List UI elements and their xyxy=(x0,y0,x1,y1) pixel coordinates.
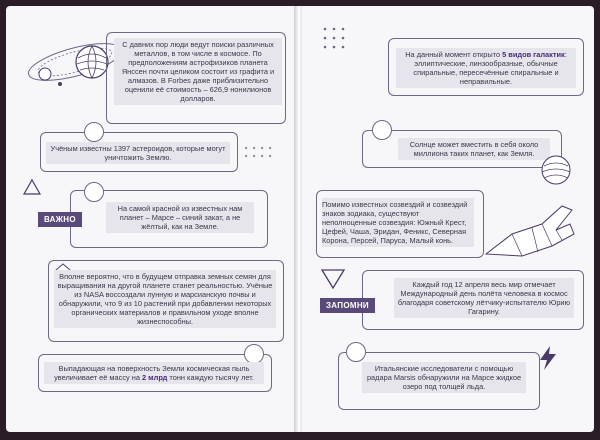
hand-wireframe-icon xyxy=(482,194,578,264)
rfact4-text: Каждый год 12 апреля весь мир отмечает Международный день полёта человека в космос благодаря советскому лётчику-испытателю Юрию Гагарину. xyxy=(397,280,571,316)
remember-label: ЗАПОМНИ xyxy=(320,298,375,313)
planet-sketch-icon xyxy=(538,152,574,188)
fact1-box xyxy=(114,38,282,105)
rfact3-box xyxy=(322,198,474,247)
important-label: ВАЖНО xyxy=(38,212,82,227)
lightning-icon xyxy=(538,346,558,370)
sun-badge-icon xyxy=(372,120,392,140)
rfact3-text: Помимо известных созвездий и созвездий знаков зодиака, существуют неполноценные созвездия: Южный Крест, Цефей, Чаша, Эридан, Феникс, Северная Корона, Персей, Паруса, Малый конь. xyxy=(322,200,468,245)
mars-badge-icon xyxy=(84,182,104,202)
rfact1-bold: 5 видов галактик xyxy=(502,50,565,59)
rfact4-box xyxy=(394,278,574,318)
right-page xyxy=(302,6,594,432)
fact3-text: На самой красной из известных нам планет – Марсе – синий закат, а не жёлтый, как на Земле. xyxy=(117,204,243,231)
triangle-icon xyxy=(22,178,42,198)
fact5-box xyxy=(44,362,264,384)
planet-badge-icon xyxy=(84,122,104,142)
rfact1-post: : эллиптические, линзообразные, обычные спиральные, пересечённые спиральные и неправильные. xyxy=(413,50,567,86)
rfact2-box xyxy=(398,138,550,160)
dots-grid-icon xyxy=(322,26,358,56)
fact2-text: Учёным известны 1397 астероидов, которые могут уничтожить Землю. xyxy=(50,144,226,162)
fact1-text: С давних пор люди ведут поиски различных металлов, в том числе в космосе. По предположениям астрофизиков планета Янссен почти целиком состоит из графита и алмазов. В Forbes даже приблизительно оценили её стоимость – 626,9 нонилионов долларов. xyxy=(121,40,275,103)
rfact1-box xyxy=(396,48,576,88)
radar-badge-icon xyxy=(346,342,366,362)
left-page xyxy=(6,6,296,432)
fact3-box xyxy=(106,202,254,233)
dots-pattern-icon xyxy=(244,146,284,170)
dust-badge-icon xyxy=(244,344,264,364)
rfact5-box xyxy=(362,362,526,393)
fact4-text: Вполне вероятно, что в будущем отправка земных семян для выращивания на другой планете станет реальностью. Учёные из NASA воссоздали лунную и марсианскую почвы и обнаружили, что 9 из 10 растений при добавлении некоторых органических материалов и правильном уходе вполне жизнеспособны. xyxy=(57,272,273,326)
rfact2-text: Солнце может вместить в себя около миллиона таких планет, как Земля. xyxy=(409,140,539,158)
fact5-bold: 2 млрд xyxy=(142,373,168,382)
rfact5-text: Итальянские исследователи с помощью радара Marsis обнаружили на Марсе жидкое озеро под толщей льда. xyxy=(366,364,522,391)
fact4-box xyxy=(54,270,276,328)
fact5-post: тонн каждую тысячу лет. xyxy=(167,373,254,382)
rfact1-pre: На данный момент открыто xyxy=(405,50,503,59)
triangle-outline-icon xyxy=(320,268,346,290)
fact5-pre: Выпадающая на поверхность Земли космическая пыль увеличивает её массу на xyxy=(54,364,250,382)
fact2-box xyxy=(46,142,230,164)
